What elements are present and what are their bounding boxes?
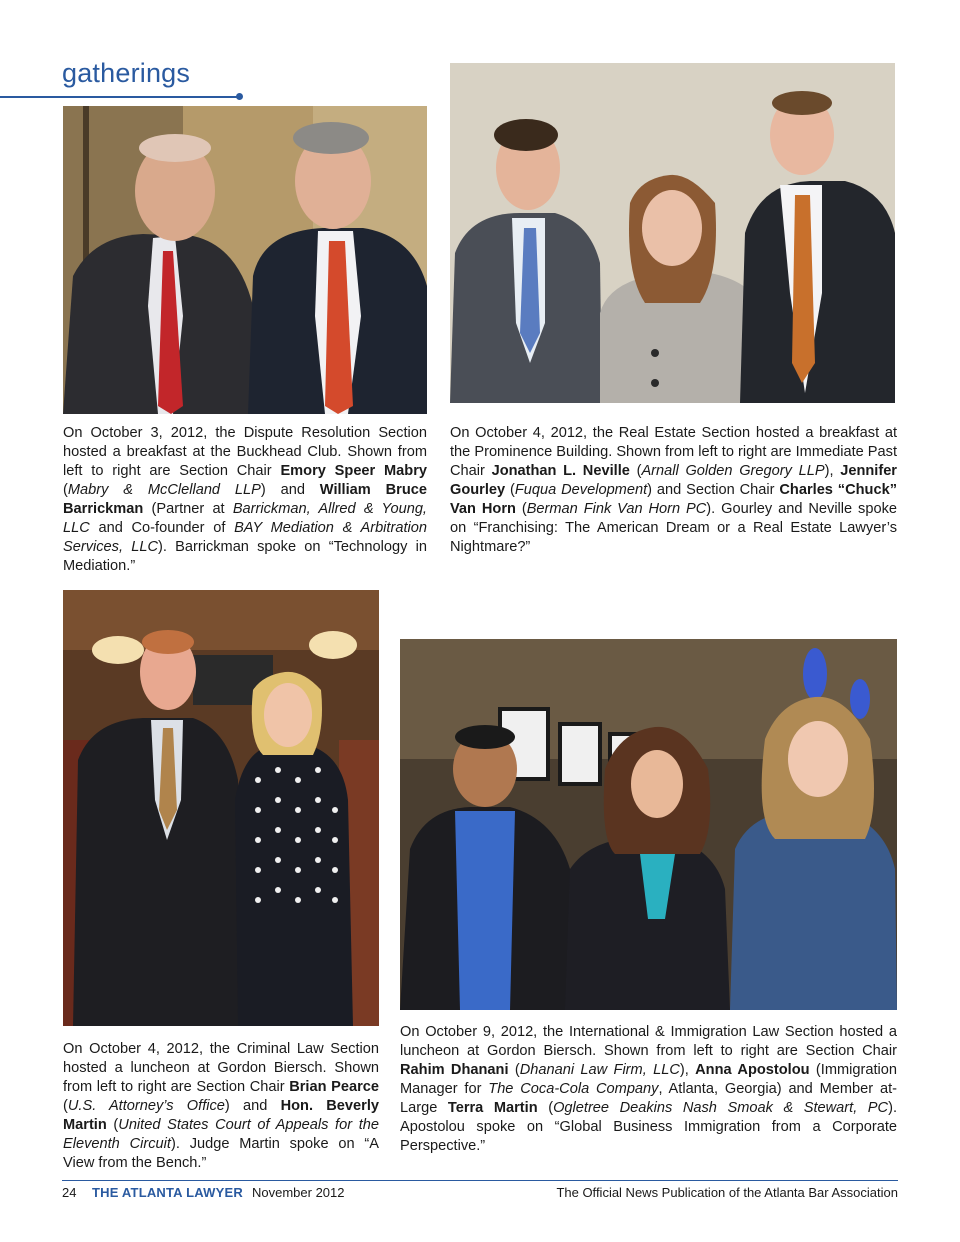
heading-rule-dot bbox=[236, 93, 243, 100]
caption-text: ( bbox=[106, 1117, 119, 1133]
caption-real-estate bbox=[450, 424, 897, 557]
person-name: Jennifer Gourley bbox=[450, 463, 897, 498]
organization-name: Fuqua Development bbox=[514, 482, 648, 498]
footer-tagline: The Official News Publication of the Atlanta Bar Association bbox=[556, 1185, 898, 1200]
caption-text: On October 3, 2012, the Dispute Resolution Section hosted a breakfast at the Buckhead Club. Shown from left to right are Section Chair bbox=[63, 425, 427, 479]
caption-text: ( bbox=[537, 1100, 554, 1116]
person-name: Rahim Dhanani bbox=[400, 1062, 509, 1078]
caption-text: On October 4, 2012, the Real Estate Section hosted a breakfast at the Prominence Building. Shown from left to right are Immediate Past Chair bbox=[450, 425, 897, 479]
caption-international-immigration bbox=[400, 1023, 897, 1156]
photo-criminal-law bbox=[63, 590, 379, 1026]
caption-text: ( bbox=[63, 1098, 68, 1114]
caption-text: ( bbox=[515, 501, 527, 517]
caption-text: ). Apostolou spoke on “Global Business Immigration from a Corporate Perspective.” bbox=[400, 1100, 897, 1154]
organization-name: Mabry & McClelland LLP bbox=[67, 482, 261, 498]
caption-text: On October 4, 2012, the Criminal Law Section hosted a luncheon at Gordon Biersch. Shown from left to right are Section Chair bbox=[63, 1041, 379, 1095]
issue-date: November 2012 bbox=[252, 1185, 345, 1200]
organization-name: Arnall Golden Gregory LLP bbox=[641, 463, 825, 479]
caption-text: ) and bbox=[260, 482, 320, 498]
organization-name: United States Court of Appeals for the Eleventh Circuit bbox=[63, 1117, 379, 1152]
person-name: Hon. Beverly Martin bbox=[63, 1098, 379, 1133]
photo-dispute-resolution bbox=[63, 106, 427, 414]
person-name: Charles “Chuck” Van Horn bbox=[450, 482, 897, 517]
person-name: Anna Apostolou bbox=[695, 1062, 810, 1078]
photo-international-immigration bbox=[400, 639, 897, 1010]
caption-text: (Immigration Manager for bbox=[400, 1062, 897, 1097]
caption-text: , Atlanta, Georgia) and Member at-Large bbox=[400, 1081, 897, 1116]
person-name: Terra Martin bbox=[447, 1100, 538, 1116]
caption-text: ), bbox=[679, 1062, 696, 1078]
person-name: Emory Speer Mabry bbox=[280, 463, 428, 479]
caption-text: ). Gourley and Neville spoke on “Franchising: The American Dream or a Real Estate Lawyer’s Nightmare?” bbox=[450, 501, 898, 555]
organization-name: Ogletree Deakins Nash Smoak & Stewart, PC bbox=[553, 1100, 889, 1116]
organization-name: U.S. Attorney’s Office bbox=[67, 1098, 225, 1114]
organization-name: Berman Fink Van Horn PC bbox=[526, 501, 707, 517]
section-heading: gatherings bbox=[62, 58, 191, 88]
caption-text: ) and Section Chair bbox=[647, 482, 780, 498]
caption-text: ( bbox=[629, 463, 642, 479]
caption-text: (Partner at bbox=[143, 501, 233, 517]
page-number: 24 bbox=[62, 1185, 77, 1200]
caption-text: ( bbox=[505, 482, 515, 498]
caption-text: ( bbox=[508, 1062, 520, 1078]
person-name: Jonathan L. Neville bbox=[491, 463, 630, 479]
organization-name: Barrickman, Allred & Young, LLC bbox=[63, 501, 427, 536]
caption-text: ). Barrickman spoke on “Technology in Mediation.” bbox=[63, 539, 427, 574]
caption-criminal-law bbox=[63, 1040, 379, 1173]
person-name: William Bruce Barrickman bbox=[63, 482, 427, 517]
caption-text: ). Judge Martin spoke on “A View from the Bench.” bbox=[63, 1136, 380, 1171]
photo-real-estate bbox=[450, 63, 895, 403]
caption-text: On October 9, 2012, the International & Immigration Law Section hosted a luncheon at Gordon Biersch. Shown from left to right are Section Chair bbox=[400, 1024, 897, 1059]
organization-name: The Coca-Cola Company bbox=[488, 1081, 659, 1097]
caption-text: ) and bbox=[224, 1098, 281, 1114]
caption-text: ), bbox=[824, 463, 841, 479]
caption-dispute-resolution bbox=[63, 424, 427, 576]
caption-text: ( bbox=[63, 482, 68, 498]
organization-name: BAY Mediation & Arbitration Services, LLC bbox=[63, 520, 427, 555]
footer-rule bbox=[62, 1180, 898, 1181]
publication-name: THE ATLANTA LAWYER bbox=[92, 1185, 243, 1200]
caption-text: and Co-founder of bbox=[89, 520, 235, 536]
organization-name: Dhanani Law Firm, LLC bbox=[519, 1062, 680, 1078]
heading-rule bbox=[0, 96, 240, 98]
person-name: Brian Pearce bbox=[289, 1079, 379, 1095]
